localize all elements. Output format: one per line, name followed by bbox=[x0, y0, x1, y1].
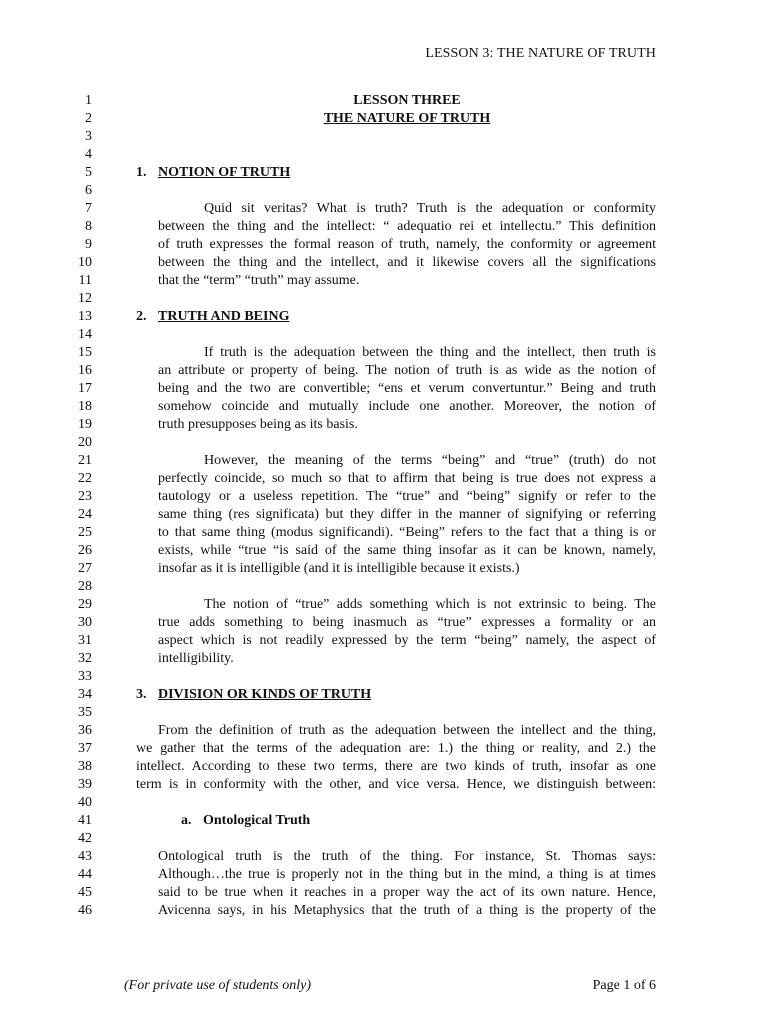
paragraph-line: The notion of “true” adds something which is not extrinsic to being. The bbox=[204, 597, 656, 612]
document-line bbox=[0, 200, 768, 218]
paragraph-line: being and the two are convertible; “ens et verum convertuntur.” Being and truth bbox=[158, 381, 656, 396]
line-number: 6 bbox=[85, 183, 92, 198]
document-line bbox=[0, 812, 768, 830]
paragraph-line: same thing (res significata) but they differ in the manner of signifying or referring bbox=[158, 507, 656, 522]
line-number: 15 bbox=[78, 345, 92, 360]
paragraph-line: to that same thing (modus significandi). “Being” refers to the fact that a thing is or bbox=[158, 525, 656, 540]
lesson-title-heading: THE NATURE OF TRUTH bbox=[323, 111, 491, 126]
paragraph-line: aspect which is not readily expressed by the term “being” namely, the aspect of bbox=[158, 633, 656, 648]
line-number: 38 bbox=[78, 759, 92, 774]
line-number: 37 bbox=[78, 741, 92, 756]
line-number: 41 bbox=[78, 813, 92, 828]
document-line bbox=[0, 902, 768, 920]
footer-note: (For private use of students only) bbox=[124, 978, 312, 993]
document-line bbox=[0, 326, 768, 344]
line-number: 29 bbox=[78, 597, 92, 612]
paragraph-line: between the thing and the intellect, and it likewise covers all the significations bbox=[158, 255, 656, 270]
document-line bbox=[0, 146, 768, 164]
line-number: 35 bbox=[78, 705, 92, 720]
line-number: 36 bbox=[78, 723, 92, 738]
paragraph-line: said to be true when it reaches in a proper way the act of its own nature. Hence, bbox=[158, 885, 656, 900]
document-line bbox=[0, 758, 768, 776]
section-title: Ontological Truth bbox=[203, 813, 311, 828]
line-number: 17 bbox=[78, 381, 92, 396]
document-line bbox=[0, 434, 768, 452]
paragraph-line: between the thing and the intellect: “ adequatio rei et intellectu.” This definition bbox=[158, 219, 656, 234]
section-number: 3. bbox=[136, 687, 147, 702]
document-line bbox=[0, 704, 768, 722]
line-number: 28 bbox=[78, 579, 92, 594]
paragraph-line: If truth is the adequation between the thing and the intellect, then truth is bbox=[204, 345, 656, 360]
document-line bbox=[0, 362, 768, 380]
document-line bbox=[0, 542, 768, 560]
line-number: 27 bbox=[78, 561, 92, 576]
document-line bbox=[0, 380, 768, 398]
paragraph-line: that the “term” “truth” may assume. bbox=[158, 273, 360, 288]
line-number: 16 bbox=[78, 363, 92, 378]
line-number: 33 bbox=[78, 669, 92, 684]
section-title: NOTION OF TRUTH bbox=[158, 165, 291, 180]
running-header: LESSON 3: THE NATURE OF TRUTH bbox=[425, 46, 656, 61]
line-number: 11 bbox=[78, 273, 92, 288]
line-number: 23 bbox=[78, 489, 92, 504]
line-number: 24 bbox=[78, 507, 92, 522]
line-number: 13 bbox=[78, 309, 92, 324]
paragraph-line: Quid sit veritas? What is truth? Truth is the adequation or conformity bbox=[204, 201, 656, 216]
line-number: 32 bbox=[78, 651, 92, 666]
line-number: 3 bbox=[85, 129, 92, 144]
paragraph-line: tautology or a useless repetition. The “true” and “being” signify or refer to the bbox=[158, 489, 656, 504]
document-line bbox=[0, 830, 768, 848]
section-number: a. bbox=[181, 813, 192, 828]
paragraph-line: Ontological truth is the truth of the thing. For instance, St. Thomas says: bbox=[158, 849, 656, 864]
paragraph-line: true adds something to being inasmuch as “true” expresses a formality or an bbox=[158, 615, 656, 630]
line-number: 19 bbox=[78, 417, 92, 432]
document-line bbox=[0, 398, 768, 416]
document-line bbox=[0, 272, 768, 290]
line-number: 34 bbox=[78, 687, 92, 702]
document-line bbox=[0, 524, 768, 542]
document-line bbox=[0, 488, 768, 506]
line-number: 1 bbox=[85, 93, 92, 108]
line-number: 18 bbox=[78, 399, 92, 414]
line-number: 10 bbox=[78, 255, 92, 270]
document-line bbox=[0, 740, 768, 758]
paragraph-line: somehow coincide and mutually include one another. Moreover, the notion of bbox=[158, 399, 656, 414]
document-line bbox=[0, 776, 768, 794]
document-line bbox=[0, 182, 768, 200]
document-line bbox=[0, 164, 768, 182]
section-heading bbox=[136, 308, 289, 326]
line-number: 2 bbox=[85, 111, 92, 126]
document-line bbox=[0, 650, 768, 668]
document-line bbox=[0, 470, 768, 488]
paragraph-line: From the definition of truth as the adequation between the intellect and the thing, bbox=[158, 723, 656, 738]
line-number: 30 bbox=[78, 615, 92, 630]
paragraph-line: Although…the true is properly not in the thing but in the mind, a thing is at times bbox=[158, 867, 656, 882]
paragraph-line: insofar as it is intelligible (and it is intelligible because it exists.) bbox=[158, 561, 520, 576]
paragraph-line: intelligibility. bbox=[158, 651, 234, 666]
line-number: 43 bbox=[78, 849, 92, 864]
section-number: 1. bbox=[136, 165, 147, 180]
page-number: Page 1 of 6 bbox=[592, 978, 656, 993]
section-title: TRUTH AND BEING bbox=[158, 309, 290, 324]
document-line bbox=[0, 578, 768, 596]
paragraph-line: perfectly coincide, so much so that to affirm that being is true does not express a bbox=[158, 471, 656, 486]
paragraph-line: truth presupposes being as its basis. bbox=[158, 417, 358, 432]
document-line bbox=[0, 884, 768, 902]
document-line bbox=[0, 866, 768, 884]
line-number: 31 bbox=[78, 633, 92, 648]
document-line bbox=[0, 596, 768, 614]
paragraph-line: exists, while “true “is said of the same thing insofar as it can be known, namely, bbox=[158, 543, 656, 558]
line-number: 22 bbox=[78, 471, 92, 486]
line-number: 45 bbox=[78, 885, 92, 900]
paragraph-line: of truth expresses the formal reason of truth, namely, the conformity or agreement bbox=[158, 237, 656, 252]
document-line bbox=[0, 560, 768, 578]
document-line bbox=[0, 848, 768, 866]
paragraph-line: Avicenna says, in his Metaphysics that the truth of a thing is the property of the bbox=[158, 903, 656, 918]
section-number: 2. bbox=[136, 309, 147, 324]
document-line bbox=[0, 506, 768, 524]
paragraph-line: an attribute or property of being. The notion of truth is as wide as the notion of bbox=[158, 363, 656, 378]
document-line bbox=[0, 218, 768, 236]
line-number: 40 bbox=[78, 795, 92, 810]
paragraph-line: intellect. According to these two terms, there are two kinds of truth, insofar as one bbox=[136, 759, 656, 774]
line-number: 9 bbox=[85, 237, 92, 252]
line-number: 42 bbox=[78, 831, 92, 846]
line-number: 46 bbox=[78, 903, 92, 918]
document-line bbox=[0, 614, 768, 632]
section-heading bbox=[136, 686, 371, 704]
document-line bbox=[0, 344, 768, 362]
line-number: 14 bbox=[78, 327, 92, 342]
section-title: DIVISION OR KINDS OF TRUTH bbox=[158, 687, 372, 702]
line-number: 39 bbox=[78, 777, 92, 792]
line-number: 5 bbox=[85, 165, 92, 180]
line-number: 21 bbox=[78, 453, 92, 468]
document-body bbox=[0, 92, 768, 920]
lesson-number-heading: LESSON THREE bbox=[353, 93, 461, 108]
line-number: 8 bbox=[85, 219, 92, 234]
document-line bbox=[0, 686, 768, 704]
document-line bbox=[0, 452, 768, 470]
document-line bbox=[0, 722, 768, 740]
line-number: 4 bbox=[85, 147, 92, 162]
document-line bbox=[0, 632, 768, 650]
paragraph-line: term is in conformity with the other, and vice versa. Hence, we distinguish between: bbox=[136, 777, 656, 792]
line-number: 20 bbox=[78, 435, 92, 450]
line-number: 44 bbox=[78, 867, 92, 882]
subsection-heading bbox=[181, 812, 310, 830]
document-line bbox=[0, 254, 768, 272]
document-line bbox=[0, 110, 768, 128]
document-line bbox=[0, 290, 768, 308]
document-line bbox=[0, 416, 768, 434]
paragraph-line: However, the meaning of the terms “being” and “true” (truth) do not bbox=[204, 453, 656, 468]
document-line bbox=[0, 92, 768, 110]
line-number: 7 bbox=[85, 201, 92, 216]
line-number: 25 bbox=[78, 525, 92, 540]
document-line bbox=[0, 794, 768, 812]
document-line bbox=[0, 236, 768, 254]
document-line bbox=[0, 668, 768, 686]
document-line bbox=[0, 128, 768, 146]
section-heading bbox=[136, 164, 290, 182]
document-line bbox=[0, 308, 768, 326]
paragraph-line: we gather that the terms of the adequation are: 1.) the thing or reality, and 2.) the bbox=[136, 741, 656, 756]
line-number: 26 bbox=[78, 543, 92, 558]
line-number: 12 bbox=[78, 291, 92, 306]
